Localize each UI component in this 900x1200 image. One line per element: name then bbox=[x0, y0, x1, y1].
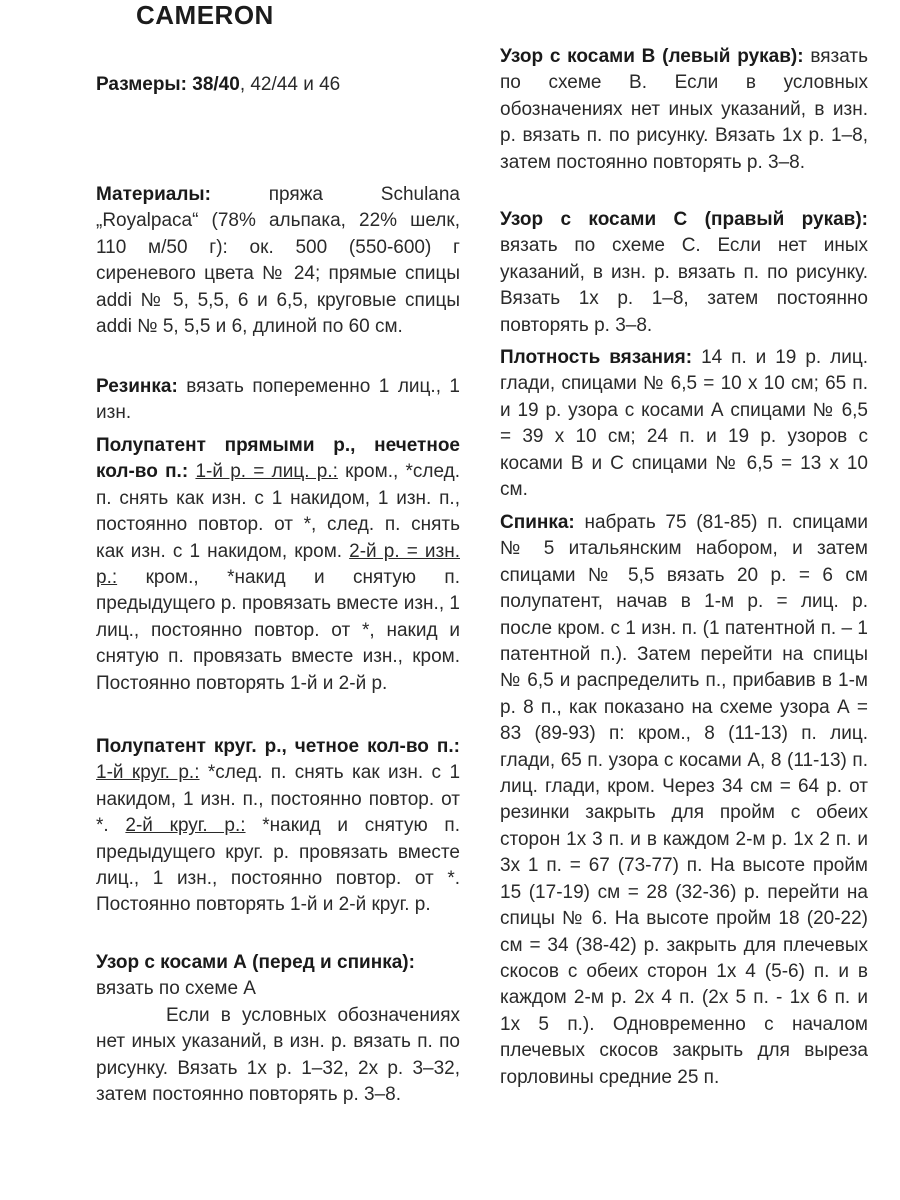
materials-paragraph bbox=[96, 182, 460, 340]
materials-label: Материалы: bbox=[96, 184, 211, 205]
half-round-text1: *след. п. снять как изн. с 1 накидом, 1 изн. п., постоянно повтор. от *. bbox=[96, 762, 461, 837]
cable-b-text: вязать по схеме В. Если в условных обозначениях нет иных указаний, в изн. р. вязать п. по рисунку. Вязать 1х р. 1–8, затем постоянно повторять р. 3–8. bbox=[500, 46, 868, 173]
half-round-row2: 2-й круг. р.: bbox=[125, 815, 246, 837]
half-flat-text1: кром., *след. п. снять как изн. с 1 накидом, 1 изн. п., постоянно повтор. от *, след. п. снять как изн. с 1 накидом, кром. bbox=[96, 461, 461, 562]
cable-b-paragraph bbox=[500, 44, 868, 176]
half-flat-label: Полупатент прямыми р., нечетное кол-во п.: bbox=[96, 435, 460, 483]
cable-a-text1: вязать по схеме А bbox=[96, 978, 256, 1000]
density-label: Плотность вязания: bbox=[500, 347, 693, 368]
rib-text: вязать попеременно 1 лиц., 1 изн. bbox=[96, 376, 460, 424]
sizes-paragraph bbox=[96, 72, 460, 98]
cable-a-paragraph bbox=[96, 950, 460, 1003]
half-round-label: Полупатент круг. р., четное кол-во п.: bbox=[96, 736, 460, 757]
back-text: набрать 75 (81-85) п. спицами № 5 итальянским набором, и затем спицами № 5,5 вязать 20 р. = 6 см полупатент, начав в 1-м р. = лиц. р. после кром. с 1 изн. п. (1 патентной п. – 1 патентной п.). Затем перейти на спицы № 6,5 и распределить п., прибавив в 1-м р. 8 п., как показано на схеме узора А = 83 (89-93) п: кром., 8 (11-13) п. лиц. глади, 65 п. узора с косами А, 8 (11-13) п. лиц. глади, кром. Через 34 см = 64 р. от резинки закрыть для пройм с обеих сторон 1х 3 п. и в каждом 2-м р. 1х 2 п. и 3х 1 п. = 67 (73-77) п. На высоте пройм 15 (17-19) см = 28 (32-36) р. перейти на спицы № 6. На высоте пройм 18 (20-22) см = 34 (38-42) р. закрыть для плечевых скосов с обеих сторон 1х 4 (5-6) п. и в каждом 2-м р. 2х 4 п. (2х 5 п. - 1х 6 п. и 1х 5 п.). Одновременно с началом плечевых скосов закрыть для выреза горловины средние 25 п. bbox=[500, 512, 868, 1088]
half-flat-paragraph bbox=[96, 433, 460, 697]
sizes-label: Размеры: bbox=[96, 74, 187, 95]
materials-text: пряжа Schulana „Royalpaca“ (78% альпака, 22% шелк, 110 м/50 г): ок. 500 (550-600) г сиреневого цвета № 24; прямые спицы addi № 5, 5,5, 6 и 6,5, круговые спицы addi № 5, 5,5 и 6, длиной по 60 см. bbox=[96, 184, 460, 338]
half-round-paragraph bbox=[96, 734, 460, 919]
sizes-rest: , 42/44 и 46 bbox=[239, 74, 341, 95]
density-text: 14 п. и 19 р. лиц. глади, спицами № 6,5 = 10 х 10 см; 65 п. и 19 р. узора с косами А спицами № 6,5 = 39 х 10 см; 24 п. и 19 р. узоров с косами В и С спицами № 6,5 = 13 х 10 см. bbox=[500, 347, 868, 501]
half-flat-text2: кром., *накид и снятую п. предыдущего р. провязать вместе изн., 1 лиц., постоянно повтор. от *, накид и снятую п. провязать вместе изн., кром. Постоянно повторять 1-й и 2-й р. bbox=[96, 567, 460, 694]
half-round-text2: *накид и снятую п. предыдущего круг. р. провязать вместе лиц., 1 изн., постоянно повтор. от *. Постоянно повторять 1-й и 2-й круг. р. bbox=[96, 815, 460, 916]
cable-c-text: вязать по схеме С. Если нет иных указаний, в изн. р. вязать п. по рисунку. Вязать 1х р. 1–8, затем постоянно повторять р. 3–8. bbox=[500, 235, 868, 336]
half-round-row1: 1-й круг. р.: bbox=[96, 762, 200, 784]
cable-a-label: Узор с косами А (перед и спинка): bbox=[96, 952, 415, 973]
half-flat-row1: 1-й р. = лиц. р.: bbox=[195, 461, 338, 483]
pattern-title: CAMERON bbox=[136, 0, 274, 30]
back-paragraph bbox=[500, 510, 868, 1091]
cable-a-paragraph-2 bbox=[96, 1003, 460, 1109]
back-label: Спинка: bbox=[500, 512, 575, 533]
cable-c-paragraph bbox=[500, 207, 868, 339]
cable-b-label: Узор с косами В (левый рукав): bbox=[500, 46, 804, 67]
rib-label: Резинка: bbox=[96, 376, 178, 397]
half-flat-row2: 2-й р. = изн. р.: bbox=[96, 540, 460, 589]
cable-c-label: Узор с косами С (правый рукав): bbox=[500, 209, 868, 230]
density-paragraph bbox=[500, 345, 868, 503]
rib-paragraph bbox=[96, 374, 460, 427]
sizes-first: 38/40 bbox=[192, 74, 240, 95]
cable-a-text2: Если в условных обозначениях нет иных указаний, в изн. р. вязать п. по рисунку. Вязать 1х р. 1–32, 2х р. 3–32, затем постоянно повторять р. 3–8. bbox=[96, 1005, 460, 1106]
